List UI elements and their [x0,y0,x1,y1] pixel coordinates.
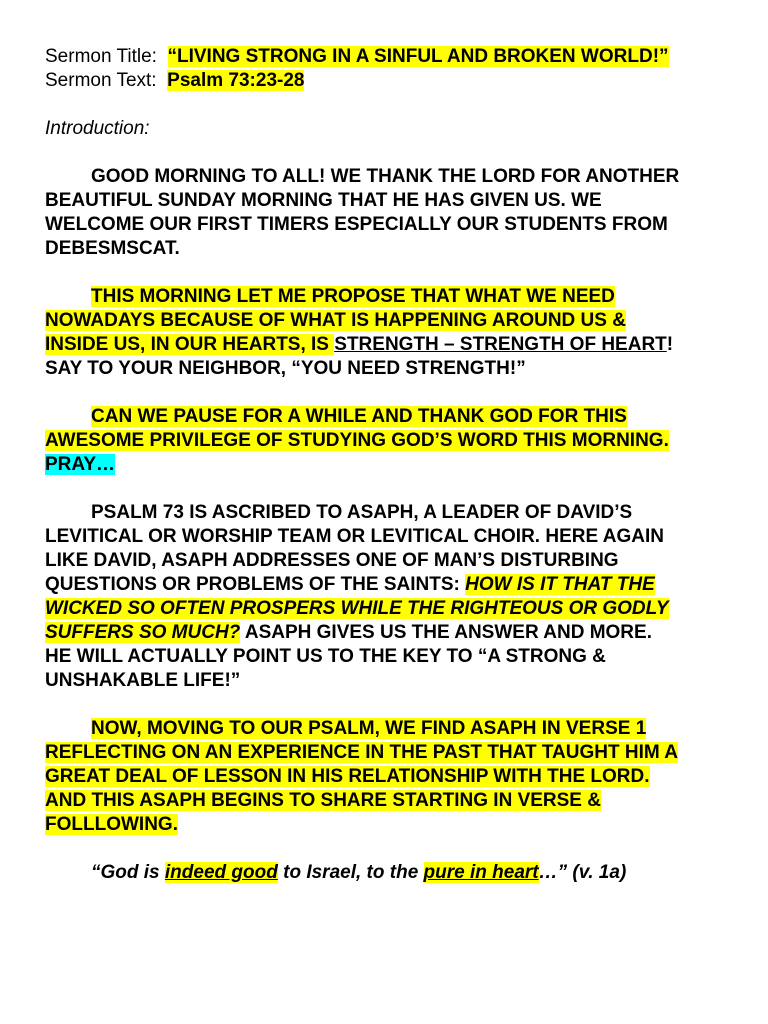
paragraph-strength [45,285,728,381]
asaph-line: LEVITICAL OR WORSHIP TEAM OR LEVITICAL CHOIR. HERE AGAIN [45,526,664,547]
paragraph-asaph [45,501,728,693]
psalm-line: AND THIS ASAPH BEGINS TO SHARE STARTING IN VERSE & [45,790,601,811]
paragraph-psalm [45,717,728,837]
prayer-line: CAN WE PAUSE FOR A WHILE AND THANK GOD FOR THIS [91,406,627,427]
strength-line: INSIDE US, IN OUR HEARTS, IS [45,334,335,355]
greeting-line: BEAUTIFUL SUNDAY MORNING THAT HE HAS GIVEN US. WE [45,190,602,211]
quote-text: “God is [91,862,165,883]
asaph-question: SUFFERS SO MUCH? [45,622,241,643]
sermon-text-line [45,69,728,93]
sermon-text-value: Psalm 73:23-28 [167,70,305,91]
paragraph-greeting [45,165,728,261]
psalm-line: GREAT DEAL OF LESSON IN HIS RELATIONSHIP WITH THE LORD. [45,766,650,787]
asaph-question: HOW IS IT THAT THE [465,574,655,595]
quote-reference: …” (v. 1a) [538,862,627,883]
greeting-line: GOOD MORNING TO ALL! WE THANK THE LORD FOR ANOTHER [91,166,680,187]
introduction-heading: Introduction: [45,118,150,139]
psalm-line: FOLLLOWING. [45,814,178,835]
asaph-question: WICKED SO OFTEN PROSPERS WHILE THE RIGHTEOUS OR GODLY [45,598,669,619]
strength-line-end: ! [666,334,674,355]
sermon-title-line [45,45,728,69]
asaph-line: ASAPH GIVES US THE ANSWER AND MORE. [240,622,652,643]
strength-line: SAY TO YOUR NEIGHBOR, “YOU NEED STRENGTH!” [45,358,526,379]
verse-quote [45,861,728,885]
asaph-line: UNSHAKABLE LIFE!” [45,670,241,691]
prayer-line: AWESOME PRIVILEGE OF STUDYING GOD’S WORD THIS MORNING. [45,430,669,451]
sermon-text-label: Sermon Text: [45,70,157,91]
asaph-line: PSALM 73 IS ASCRIBED TO ASAPH, A LEADER OF DAVID’S [91,502,633,523]
paragraph-prayer [45,405,728,477]
greeting-line: DEBESMSCAT. [45,238,180,259]
asaph-line: QUESTIONS OR PROBLEMS OF THE SAINTS: [45,574,466,595]
pray-label: PRAY… [45,454,116,475]
sermon-title-value: “LIVING STRONG IN A SINFUL AND BROKEN WORLD!” [167,46,669,67]
asaph-line: HE WILL ACTUALLY POINT US TO THE KEY TO “A STRONG & [45,646,606,667]
asaph-line: LIKE DAVID, ASAPH ADDRESSES ONE OF MAN’S DISTURBING [45,550,619,571]
psalm-line: REFLECTING ON AN EXPERIENCE IN THE PAST THAT TAUGHT HIM A [45,742,678,763]
strength-line: THIS MORNING LET ME PROPOSE THAT WHAT WE NEED [91,286,615,307]
strength-line: NOWADAYS BECAUSE OF WHAT IS HAPPENING AROUND US & [45,310,626,331]
quote-highlight-indeed-good: indeed good [164,862,278,883]
strength-of-heart-phrase: STRENGTH – STRENGTH OF HEART [334,334,667,355]
sermon-title-label: Sermon Title: [45,46,157,67]
quote-text: to Israel, to the [277,862,424,883]
quote-highlight-pure-in-heart: pure in heart [423,862,539,883]
greeting-line: WELCOME OUR FIRST TIMERS ESPECIALLY OUR STUDENTS FROM [45,214,668,235]
psalm-line: NOW, MOVING TO OUR PSALM, WE FIND ASAPH IN VERSE 1 [91,718,647,739]
